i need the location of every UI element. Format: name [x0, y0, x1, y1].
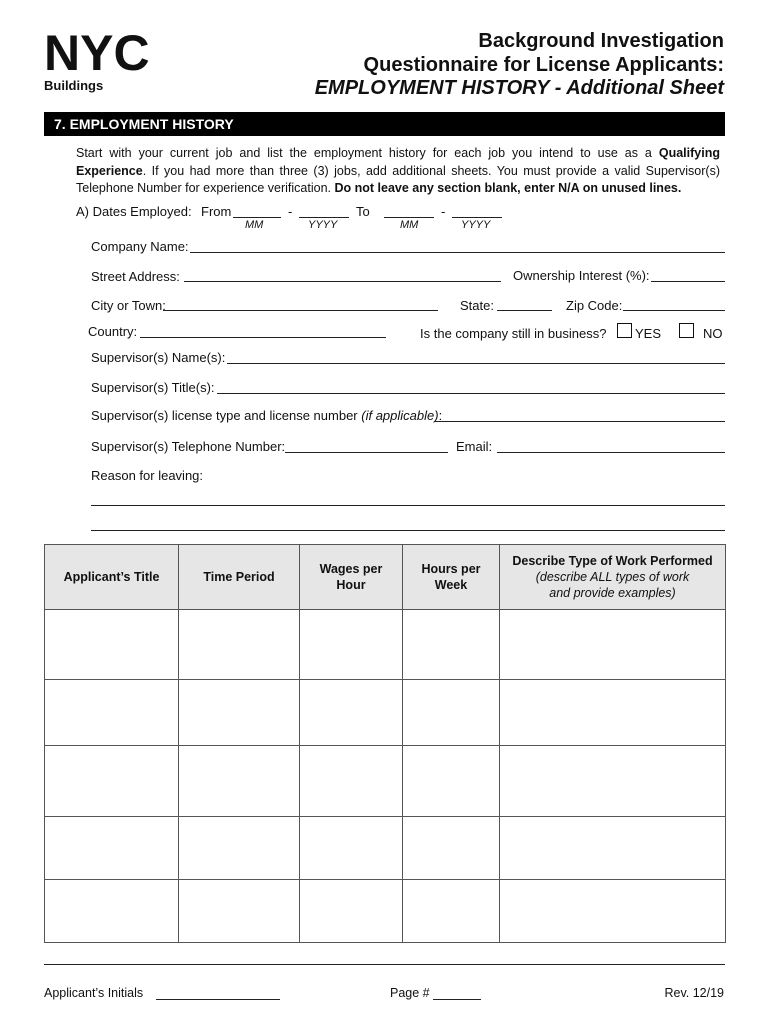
- work-details-table: [44, 544, 726, 943]
- col-hours-line1: Hours per: [421, 562, 481, 576]
- supervisor-license-colon: :: [438, 408, 443, 423]
- reason-leaving-field-line1[interactable]: [91, 505, 725, 506]
- supervisor-license-text: Supervisor(s) license type and license number: [91, 408, 362, 423]
- table-cell[interactable]: [403, 880, 500, 943]
- instr-part1: Start with your current job and list the employment history for each job you intend to use as a: [76, 146, 659, 160]
- page-title-line3: EMPLOYMENT HISTORY - Additional Sheet: [314, 77, 724, 99]
- table-cell[interactable]: [179, 880, 300, 943]
- table-cell[interactable]: [179, 680, 300, 746]
- table-cell[interactable]: [500, 680, 726, 746]
- table-row: [45, 680, 726, 746]
- page-number-label: Page #: [390, 986, 430, 1000]
- instr-part2: . If you had more than three (3) jobs, add additional sheets. You must provide a valid Supervisor(s) Telephone Number for experience verification.: [76, 163, 720, 195]
- yes-checkbox[interactable]: [617, 323, 632, 338]
- email-label: Email:: [456, 439, 493, 454]
- table-cell[interactable]: [500, 610, 726, 680]
- col-applicant-title: Applicant’s Title: [45, 545, 179, 610]
- col-wages-line1: Wages per: [319, 562, 383, 576]
- from-mm-hint: MM: [245, 219, 264, 231]
- revision-label: Rev. 12/19: [664, 986, 724, 1000]
- table-cell[interactable]: [300, 817, 403, 880]
- reason-leaving-label: Reason for leaving:: [91, 468, 204, 483]
- page-title-line2: Questionnaire for License Applicants:: [363, 54, 724, 76]
- table-cell[interactable]: [179, 746, 300, 817]
- table-row: [45, 746, 726, 817]
- logo-subtitle: Buildings: [44, 78, 104, 93]
- street-address-label: Street Address:: [91, 269, 180, 284]
- from-label: From: [201, 204, 232, 219]
- col-hours-per-week: [403, 545, 500, 610]
- col-wages-per-hour: [300, 545, 403, 610]
- no-checkbox[interactable]: [679, 323, 694, 338]
- instr-bold: Qualifying Experience: [76, 146, 720, 178]
- city-town-field[interactable]: [163, 310, 438, 311]
- instr-bold2: Do not leave any section blank, enter N/A on unused lines.: [334, 181, 682, 195]
- table-cell[interactable]: [300, 746, 403, 817]
- table-cell[interactable]: [45, 880, 179, 943]
- company-name-label: Company Name:: [91, 239, 189, 254]
- supervisor-titles-field[interactable]: [217, 393, 725, 394]
- supervisor-titles-label: Supervisor(s) Title(s):: [91, 380, 215, 395]
- zip-code-field[interactable]: [623, 310, 725, 311]
- table-cell[interactable]: [45, 817, 179, 880]
- table-cell[interactable]: [179, 817, 300, 880]
- table-cell[interactable]: [500, 817, 726, 880]
- to-month-field[interactable]: [384, 217, 434, 218]
- table-cell[interactable]: [300, 880, 403, 943]
- supervisor-license-label: [91, 408, 442, 423]
- logo-glyphs: NYC: [44, 30, 150, 76]
- footer-divider: [44, 964, 725, 965]
- applicant-initials-label: Applicant’s Initials: [44, 986, 144, 1000]
- col-work-line1: Describe Type of Work Performed: [512, 554, 713, 568]
- email-field[interactable]: [497, 452, 725, 453]
- table-cell[interactable]: [179, 610, 300, 680]
- col-wages-line2: Hour: [336, 578, 366, 592]
- street-address-field[interactable]: [184, 281, 501, 282]
- table-cell[interactable]: [300, 610, 403, 680]
- country-label: Country:: [88, 324, 138, 339]
- from-yyyy-hint: YYYY: [308, 219, 338, 231]
- page-number-field[interactable]: [433, 999, 481, 1000]
- section-heading-text: 7. EMPLOYMENT HISTORY: [54, 116, 234, 132]
- col-hours-line2: Week: [434, 578, 468, 592]
- nyc-buildings-logo: [44, 30, 164, 81]
- table-row: [45, 817, 726, 880]
- to-yyyy-hint: YYYY: [461, 219, 491, 231]
- table-cell[interactable]: [45, 746, 179, 817]
- table-cell[interactable]: [45, 680, 179, 746]
- from-month-field[interactable]: [233, 217, 281, 218]
- from-dash: -: [288, 204, 293, 219]
- no-label: NO: [703, 326, 723, 341]
- zip-code-label: Zip Code:: [566, 298, 623, 313]
- company-name-field[interactable]: [190, 252, 725, 253]
- from-year-field[interactable]: [299, 217, 349, 218]
- dates-employed-label: [76, 204, 192, 219]
- state-label: State:: [460, 298, 494, 313]
- supervisor-license-italic: (if applicable): [361, 408, 439, 423]
- instructions: [76, 145, 720, 198]
- to-label: To: [356, 204, 370, 219]
- country-field[interactable]: [140, 337, 386, 338]
- dates-letter: A: [76, 204, 85, 219]
- still-in-business-label: Is the company still in business?: [420, 326, 607, 341]
- table-cell[interactable]: [403, 746, 500, 817]
- col-work-line3: and provide examples): [549, 586, 676, 600]
- table-row: [45, 610, 726, 680]
- table-cell[interactable]: [500, 746, 726, 817]
- supervisor-phone-label: Supervisor(s) Telephone Number:: [91, 439, 286, 454]
- section-heading: [44, 112, 725, 136]
- dates-label-text: ) Dates Employed:: [84, 204, 192, 219]
- col-time-period: Time Period: [179, 545, 300, 610]
- table-cell[interactable]: [300, 680, 403, 746]
- to-year-field[interactable]: [452, 217, 502, 218]
- ownership-interest-label: Ownership Interest (%):: [513, 268, 650, 283]
- supervisor-phone-field[interactable]: [285, 452, 448, 453]
- supervisor-names-field[interactable]: [227, 363, 725, 364]
- supervisor-names-label: Supervisor(s) Name(s):: [91, 350, 226, 365]
- col-work-line2: (describe ALL types of work: [535, 570, 690, 584]
- table-cell[interactable]: [403, 817, 500, 880]
- table-cell[interactable]: [500, 880, 726, 943]
- table-header-row: [45, 545, 726, 610]
- yes-label: YES: [635, 326, 662, 341]
- ownership-interest-field[interactable]: [651, 281, 725, 282]
- table-cell[interactable]: [403, 680, 500, 746]
- col-work-description: [500, 545, 726, 610]
- applicant-initials-field[interactable]: [156, 999, 280, 1000]
- state-field[interactable]: [497, 310, 552, 311]
- table-row: [45, 880, 726, 943]
- table-cell[interactable]: [403, 610, 500, 680]
- city-town-label: City or Town:: [91, 298, 166, 313]
- to-dash: -: [441, 204, 446, 219]
- nyc-logo-icon: [44, 30, 164, 76]
- page-title-line1: Background Investigation: [478, 30, 724, 52]
- table-cell[interactable]: [45, 610, 179, 680]
- reason-leaving-field-line2[interactable]: [91, 530, 725, 531]
- supervisor-license-field[interactable]: [434, 421, 725, 422]
- to-mm-hint: MM: [400, 219, 419, 231]
